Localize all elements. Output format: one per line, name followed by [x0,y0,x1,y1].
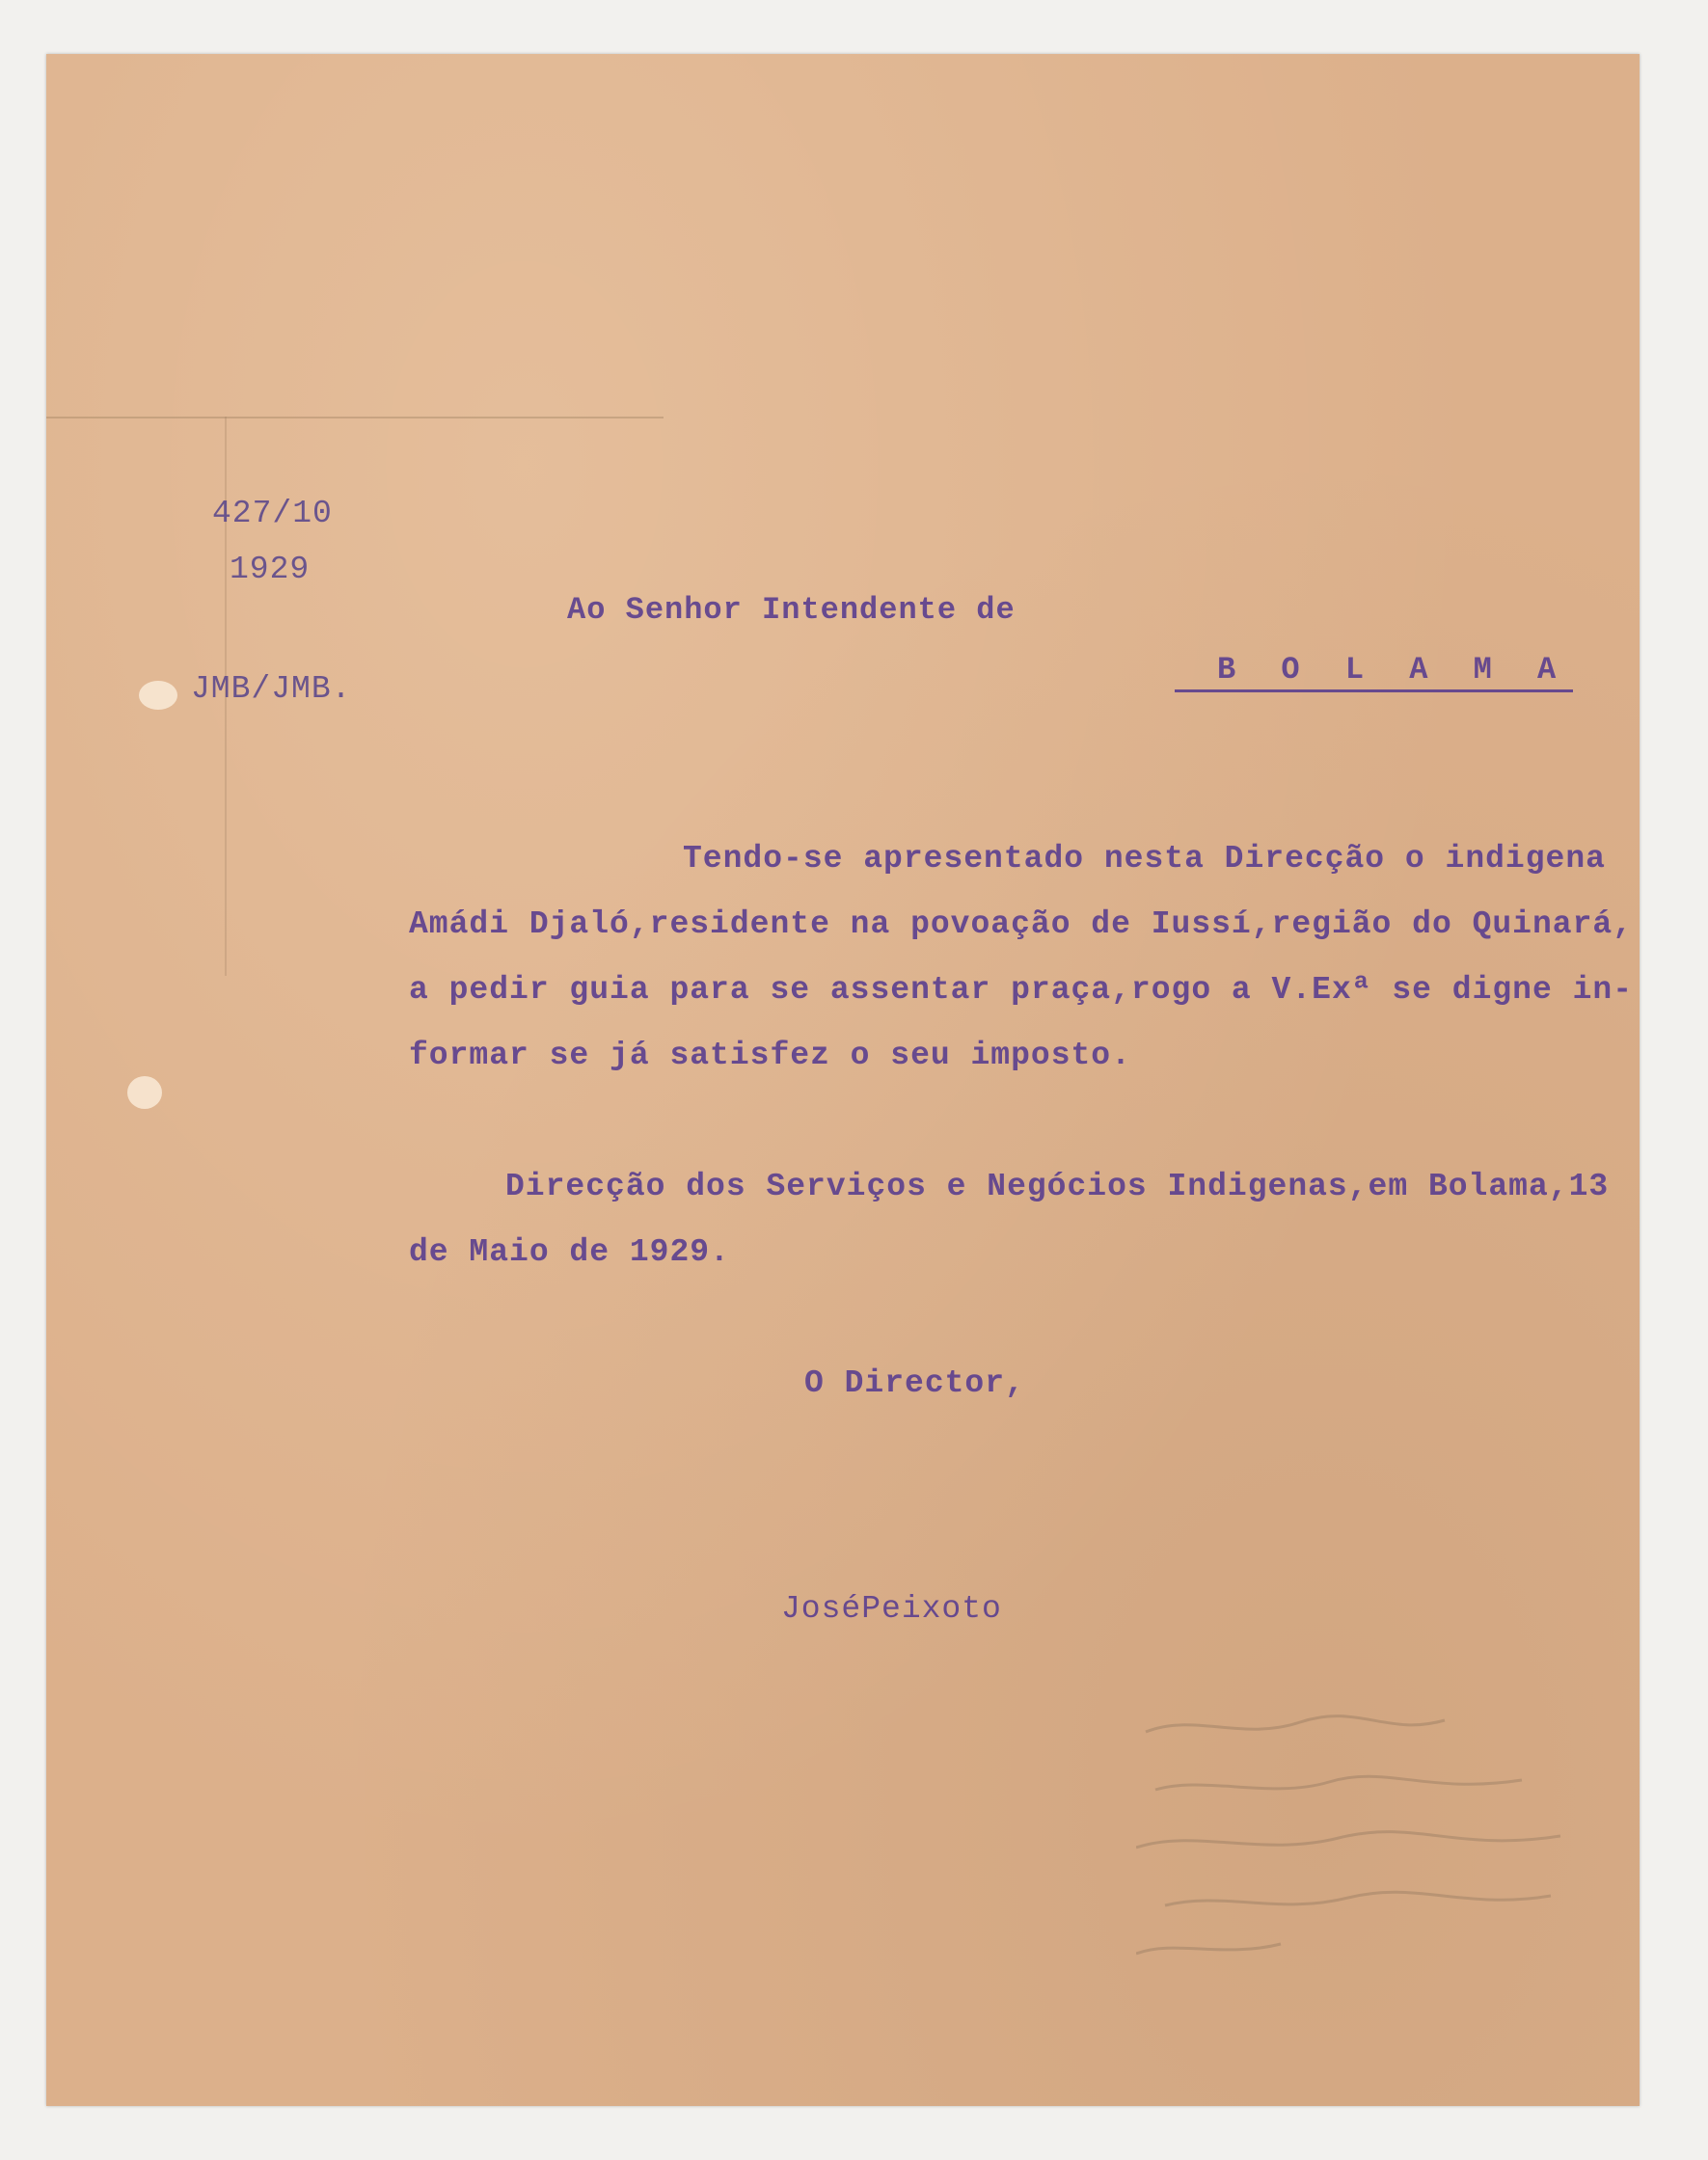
closing-line: Direcção dos Serviços e Negócios Indigenas,em Bolama,13 [505,1169,1610,1204]
document-page [46,54,1640,2106]
fold-mark-horizontal [46,417,664,418]
faint-pencil-notes [1136,1693,1580,1963]
paper-tear [139,681,177,710]
addressee-line: Ao Senhor Intendente de [567,592,1016,628]
addressee-place: B O L A M A [1175,652,1573,692]
reference-number: 427/10 [212,496,333,531]
body-line: formar se já satisfez o seu imposto. [409,1038,1131,1073]
signature-title: O Director, [804,1365,1025,1401]
body-line: Tendo-se apresentado nesta Direcção o indigena [683,841,1606,877]
body-line: Amádi Djaló,residente na povoação de Iussí,região do Quinará, [409,906,1633,942]
reference-year: 1929 [230,552,311,587]
typist-initials: JMB/JMB. [191,671,352,707]
paper-tear [127,1076,162,1109]
body-line: a pedir guia para se assentar praça,rogo a V.Exª se digne in- [409,972,1633,1008]
signature-name: JoséPeixoto [781,1591,1002,1627]
closing-line: de Maio de 1929. [409,1234,730,1270]
